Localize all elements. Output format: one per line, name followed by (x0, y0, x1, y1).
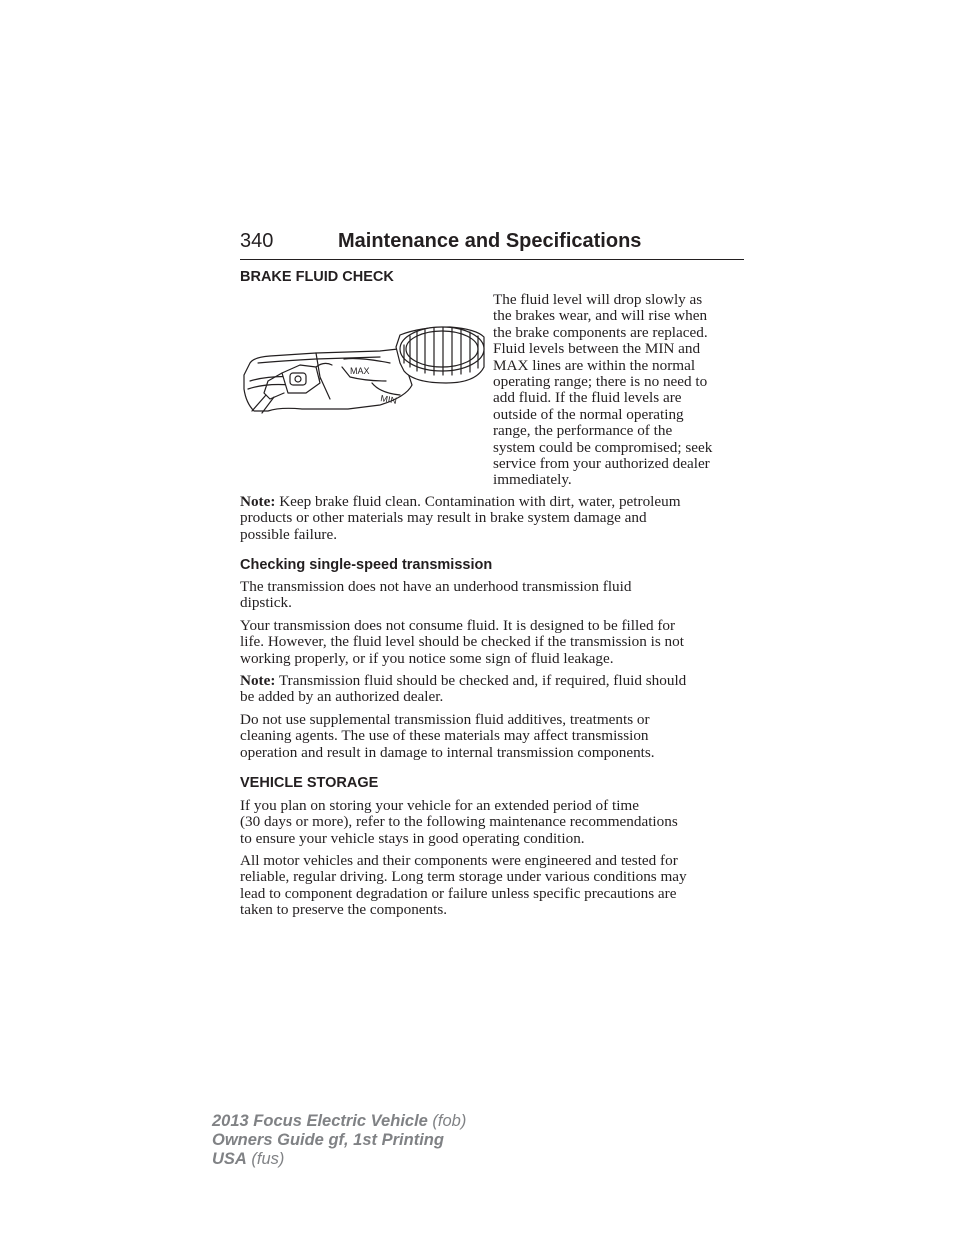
brake-fluid-note (240, 494, 746, 543)
brake-fluid-heading: BRAKE FLUID CHECK (240, 269, 394, 285)
page-number: 340 (240, 230, 274, 252)
brake-fluid-description: The fluid level will drop slowly as the brakes wear, and will rise when the brake components are replaced. Fluid levels between the MIN and MAX lines are within the normal operating range; there is no need to add fluid. If the fluid levels are outside of the normal operating range, the performance of the system could be compromised; seek service from your authorized dealer immediately. (493, 291, 713, 489)
footer-line-2 (212, 1131, 466, 1150)
page-header (240, 229, 744, 260)
max-label: MAX (350, 366, 370, 376)
note-text: Keep brake fluid clean. Contamination with dirt, water, petroleum products or other materials may result in brake system damage and possible failure. (240, 493, 681, 543)
vehicle-storage-heading: VEHICLE STORAGE (240, 775, 379, 791)
transmission-heading: Checking single-speed transmission (240, 557, 493, 573)
footer-guide: Owners Guide gf, 1st Printing (212, 1131, 444, 1149)
transmission-note (240, 673, 746, 706)
storage-paragraph-2: All motor vehicles and their components were engineered and tested for reliable, regular driving. Long term storage under various conditions may lead to component degradation or failure unless specific precautions are taken to preserve the components. (240, 852, 687, 919)
page-footer (212, 1112, 466, 1169)
brake-fluid-reservoir-illustration (240, 323, 486, 416)
transmission-paragraph-2: Your transmission does not consume fluid. It is designed to be filled for life. However, the fluid level should be checked if the transmission is not working properly, or if you notice some sign of fluid leakage. (240, 617, 684, 667)
note-lead: Note: (240, 672, 276, 689)
footer-model: 2013 Focus Electric Vehicle (212, 1112, 428, 1130)
note-lead: Note: (240, 493, 276, 510)
footer-model-code: (fob) (427, 1112, 467, 1130)
footer-line-3 (212, 1150, 466, 1169)
transmission-paragraph-1: The transmission does not have an underhood transmission fluid dipstick. (240, 578, 632, 612)
min-label: MIN (379, 393, 398, 406)
storage-paragraph-1: If you plan on storing your vehicle for an extended period of time (30 days or more), refer to the following maintenance recommendations to ensure your vehicle stays in good operating condition. (240, 797, 678, 847)
section-title: Maintenance and Specifications (338, 230, 642, 252)
footer-market: USA (212, 1150, 247, 1168)
footer-line-1 (212, 1112, 466, 1131)
footer-market-code: (fus) (246, 1150, 285, 1168)
note-text: Transmission fluid should be checked and, if required, fluid should be added by an authorized dealer. (240, 672, 687, 706)
transmission-paragraph-3: Do not use supplemental transmission fluid additives, treatments or cleaning agents. The use of these materials may affect transmission operation and result in damage to internal transmission components. (240, 711, 655, 761)
